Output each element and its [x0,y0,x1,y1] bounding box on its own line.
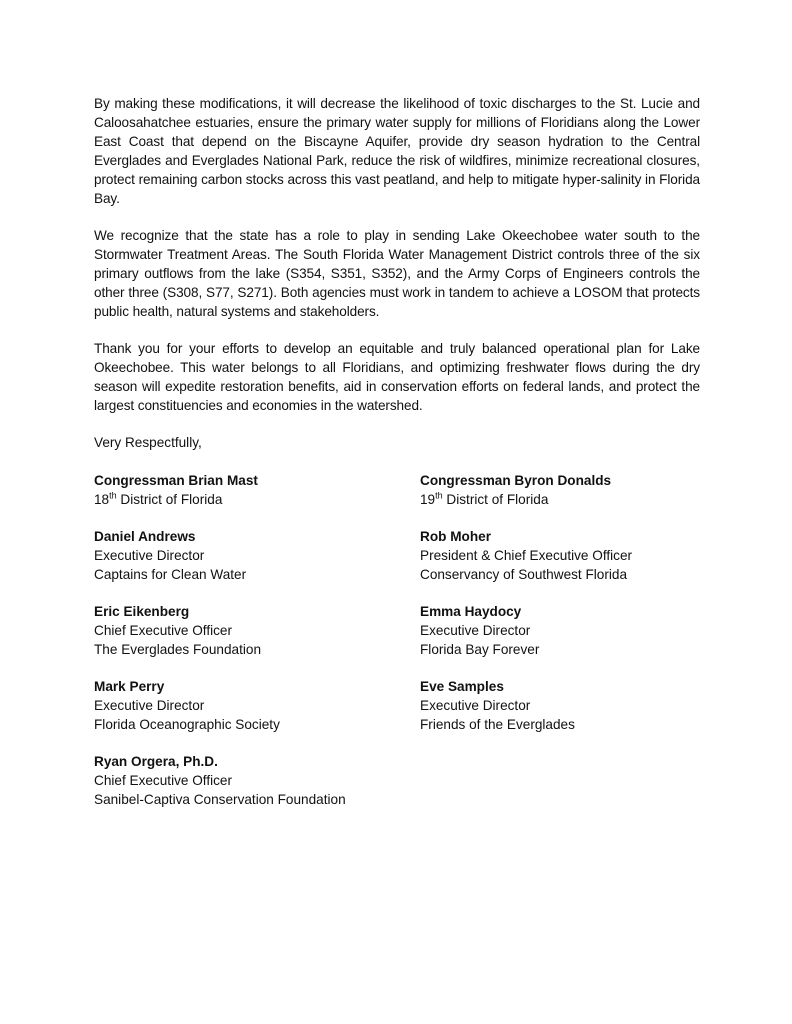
signatory-org: Conservancy of Southwest Florida [420,567,628,582]
signatory-title: Executive Director [420,623,531,638]
signatory-emma-haydocy [420,602,700,659]
signatory-title: Executive Director [94,548,205,563]
signatory-district: 19th District of Florida [420,490,549,507]
signatory-byron-donalds [420,471,700,509]
letter-body [94,94,700,809]
signatory-name: Daniel Andrews [94,529,196,544]
signatory-org: Florida Oceanographic Society [94,717,280,732]
signatory-district: 18th District of Florida [94,490,223,507]
signatory-org: The Everglades Foundation [94,642,262,657]
signatory-name: Mark Perry [94,679,165,694]
signatory-title: Executive Director [420,698,531,713]
paragraph-state-role: We recognize that the state has a role to play in sending Lake Okeechobee water south to the Stormwater Treatment Areas. The South Florida Water Management District controls three of the six primary outflows from the lake (S354, S351, S352), and the Army Corps of Engineers controls the other three (S308, S77, S271). Both agencies must work in tandem to achieve a LOSOM that protects public health, natural systems and stakeholders. [94,228,700,319]
signature-block [94,471,700,809]
signatory-name: Congressman Byron Donalds [420,473,612,488]
signatory-eric-eikenberg [94,602,420,659]
signatory-eve-samples [420,677,700,734]
signatory-org: Florida Bay Forever [420,642,540,657]
signatory-org: Captains for Clean Water [94,567,247,582]
signatory-title: Executive Director [94,698,205,713]
signatory-org: Friends of the Everglades [420,717,575,732]
signatory-name: Rob Moher [420,529,491,544]
signatory-name: Eric Eikenberg [94,604,190,619]
signatory-title: Chief Executive Officer [94,773,233,788]
signatory-ryan-orgera [94,752,420,809]
signatory-brian-mast [94,471,420,509]
paragraph-thank-you: Thank you for your efforts to develop an equitable and truly balanced operational plan for Lake Okeechobee. This water belongs to all Floridians, and optimizing freshwater flows during the dry season will expedite restoration benefits, aid in conservation efforts on federal lands, and protect the largest constituencies and economies in the watershed. [94,341,700,413]
signatory-org: Sanibel-Captiva Conservation Foundation [94,792,346,807]
signatory-rob-moher [420,527,700,584]
paragraph-modifications: By making these modifications, it will decrease the likelihood of toxic discharges to the St. Lucie and Caloosahatchee estuaries, ensure the primary water supply for millions of Floridians along the Lower East Coast that depend on the Biscayne Aquifer, provide dry season hydration to the Central Everglades and Everglades National Park, reduce the risk of wildfires, minimize recreational closures, protect remaining carbon stocks across this vast peatland, and help to mitigate hyper-salinity in Florida Bay. [94,96,700,206]
signatory-title: Chief Executive Officer [94,623,233,638]
signatory-name: Emma Haydocy [420,604,522,619]
signatory-name: Eve Samples [420,679,504,694]
signatory-daniel-andrews [94,527,420,584]
signatory-mark-perry [94,677,420,734]
closing-salutation: Very Respectfully, [94,435,202,450]
signatory-name: Ryan Orgera, Ph.D. [94,754,218,769]
signatory-name: Congressman Brian Mast [94,473,258,488]
signatory-title: President & Chief Executive Officer [420,548,633,563]
